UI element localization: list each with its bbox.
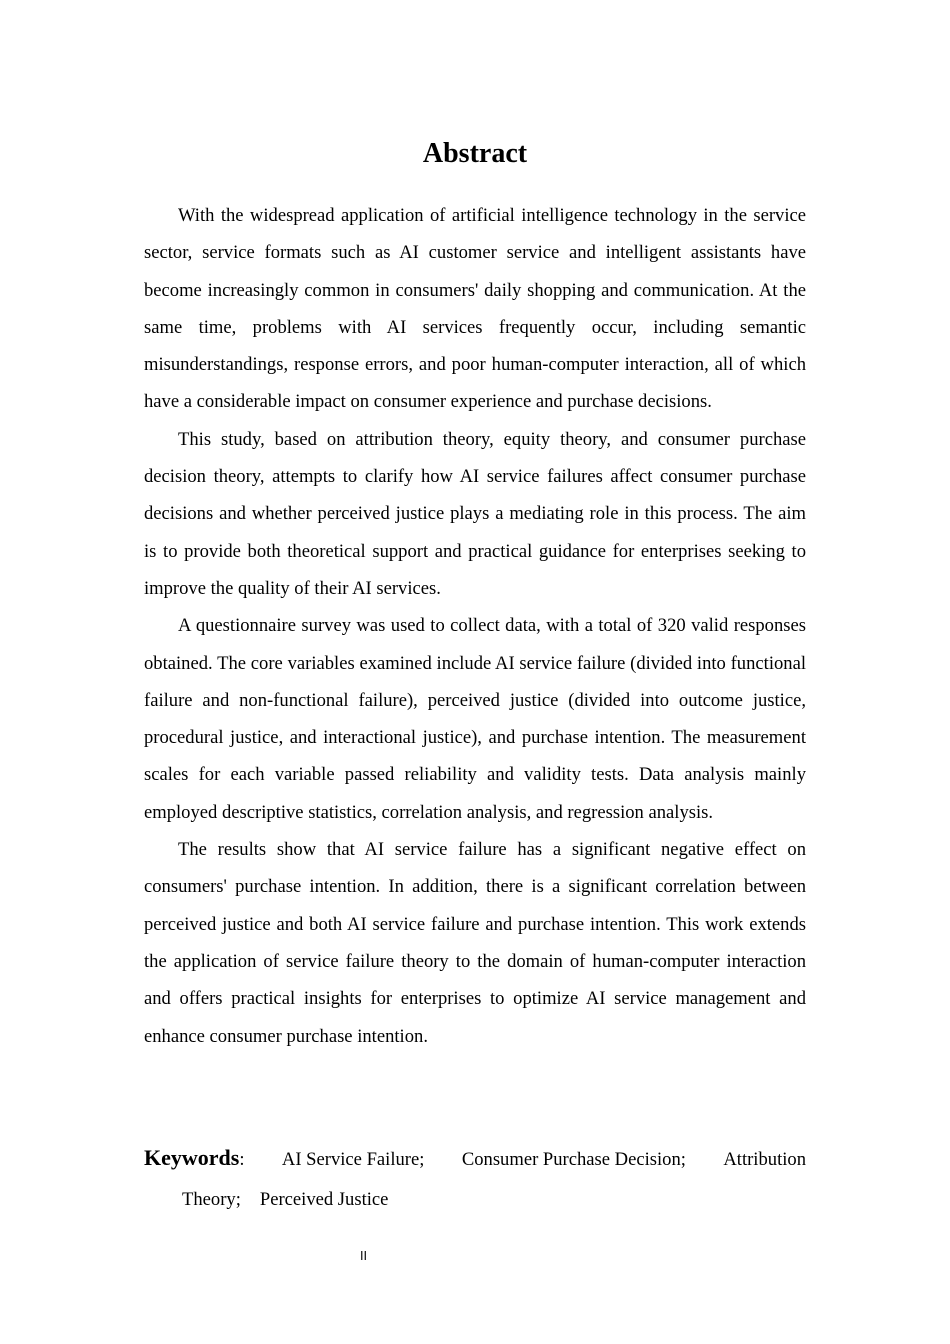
keyword-item: Perceived Justice xyxy=(259,1189,389,1210)
keywords-line-1 xyxy=(144,1137,806,1179)
keyword-item: Consumer Purchase Decision; xyxy=(461,1149,686,1170)
keyword-item: AI Service Failure; xyxy=(281,1149,425,1170)
keywords-separator: : xyxy=(239,1149,245,1170)
keywords-section xyxy=(144,1137,806,1221)
keywords-label-group xyxy=(144,1137,245,1181)
abstract-paragraph-3: A questionnaire survey was used to collect data, with a total of 320 valid responses obtained. The core variables examined include AI service failure (divided into functional failure and non-functional failure), perceived justice (divided into outcome justice, procedural justice, and interactional justice), and purchase intention. The measurement scales for each variable passed reliability and validity tests. Data analysis mainly employed descriptive statistics, correlation analysis, and regression analysis. xyxy=(144,615,806,823)
abstract-paragraph-4: The results show that AI service failure has a significant negative effect on consumers' purchase intention. In addition, there is a significant correlation between perceived justice and both AI service failure and purchase intention. This work extends the application of service failure theory to the domain of human-computer interaction and offers practical insights for enterprises to optimize AI service management and enhance consumer purchase intention. xyxy=(144,839,806,1047)
abstract-paragraph-2: This study, based on attribution theory, equity theory, and consumer purchase decision theory, attempts to clarify how AI service failures affect consumer purchase decisions and whether perceived justice plays a mediating role in this process. The aim is to provide both theoretical support and practical guidance for enterprises seeking to improve the quality of their AI services. xyxy=(144,428,806,599)
keyword-item: Attribution xyxy=(723,1149,806,1170)
abstract-paragraph-1: With the widespread application of artificial intelligence technology in the service sector, service formats such as AI customer service and intelligent assistants have become increasingly common in consumers' daily shopping and communication. At the same time, problems with AI services frequently occur, including semantic misunderstandings, response errors, and poor human-computer interaction, all of which have a considerable impact on consumer experience and purchase decisions. xyxy=(144,205,806,413)
document-page xyxy=(144,0,806,1344)
keywords-label: Keywords xyxy=(144,1145,240,1170)
abstract-title: Abstract xyxy=(422,138,528,169)
abstract-body xyxy=(144,197,806,1055)
page-number: II xyxy=(360,1249,368,1263)
keywords-line-2 xyxy=(144,1179,806,1221)
keyword-item: Theory; xyxy=(182,1189,241,1210)
